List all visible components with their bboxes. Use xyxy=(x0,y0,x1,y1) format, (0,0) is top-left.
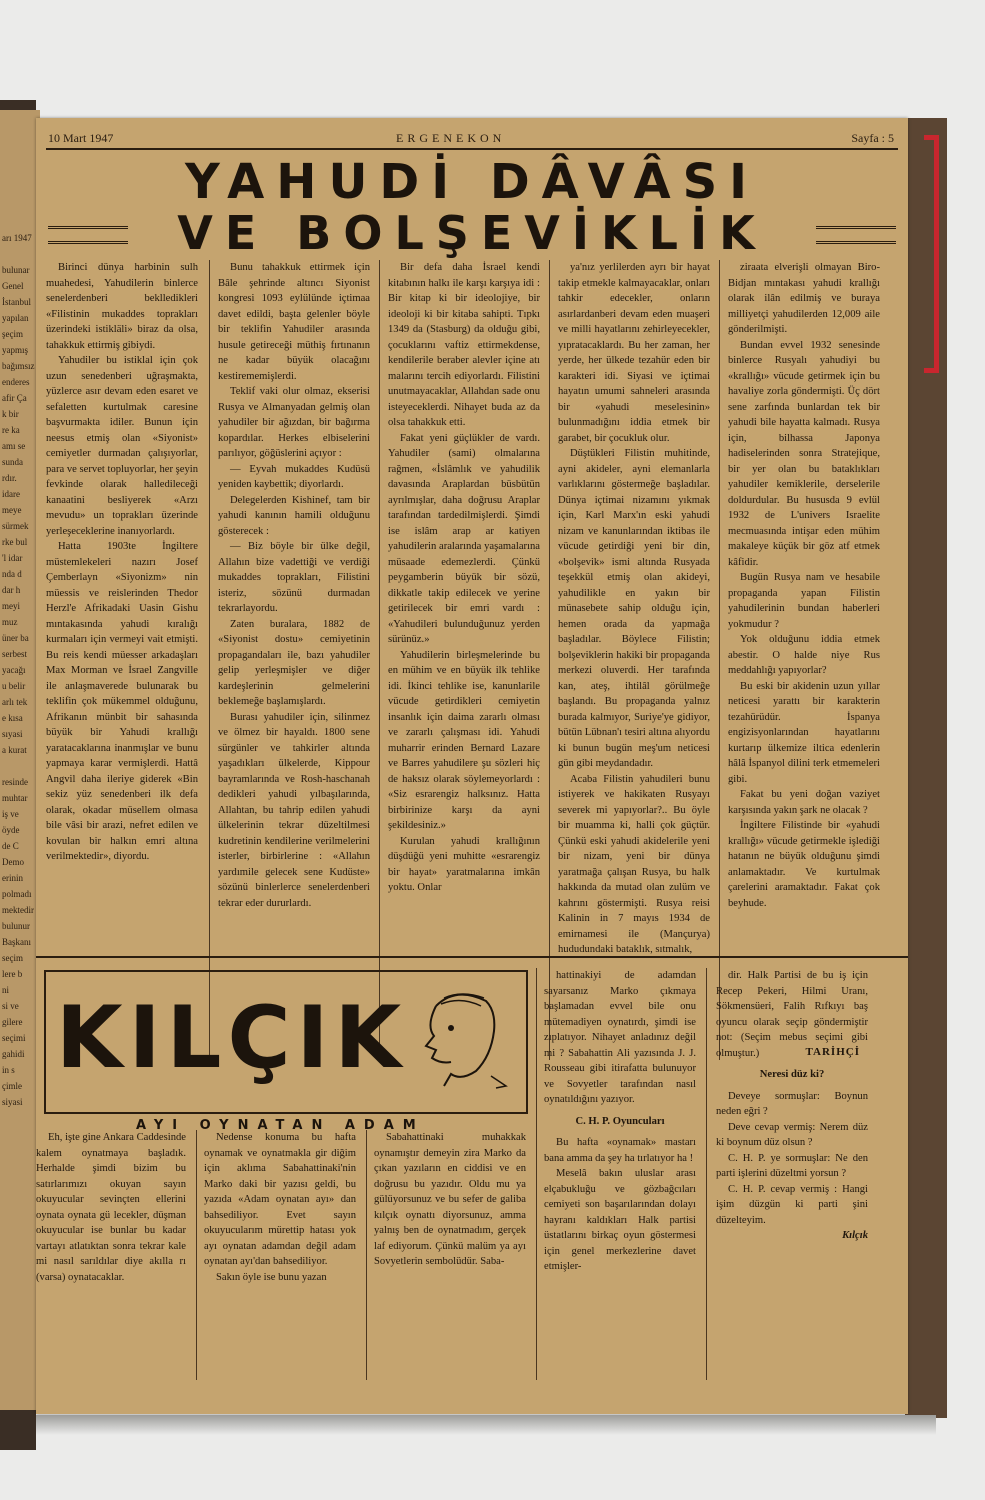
paragraph: — Biz böyle bir ülke değil, Allahın bize vadettiği ve verdiği mukaddes toprakları, Filistini isteriz, sözünü durmadan tekrarlayordu. xyxy=(218,541,370,614)
article-column-1 xyxy=(46,260,198,1060)
kilcik-column-1 xyxy=(36,1130,186,1380)
column-rule xyxy=(379,260,380,1060)
kilcik-column-5 xyxy=(716,968,868,1380)
paragraph: Birinci dünya harbinin sulh muahedesi, Yahudilerin binlerce senelerdenberi beklledikleri «Filistinin mukaddes toprakları üzerindeki istikläli» biraz da olsa, tahakkuk ettirmiş gibiydi. xyxy=(46,262,198,351)
headline-ornament-right xyxy=(816,226,896,244)
newspaper-name: ERGENEKON xyxy=(396,131,506,145)
previous-page-text: arı 1947 bulunar Genel İstanbul yapılan şeçim yapmış bağımsız enderes afir Ça k bir re ka amı se sunda rdır. idare meye sürmek rke bul 'l idar nda d dar h meyi muz üner ba serbest yacağı u belir arlı tek e kısa sıyasi a kurat resinde muhtar iş ve öyde de C Demo erinin polmadı mektedir bulunur Başkanı seçim lere b ni si ve gilere seçimi gahidi in s çimle siyasi xyxy=(2,233,35,1107)
column-rule xyxy=(366,1130,367,1380)
paragraph: Kurulan yahudi krallığının düşdüğü yeni muhitte «esrarengiz bir hayat» yaratmalarına imkân yoktu. Onlar xyxy=(388,835,540,893)
issue-date: 10 Mart 1947 xyxy=(48,131,114,145)
paragraph: Acaba Filistin yahudileri bunu istiyerek ve hakikaten Rusyayı severek mi yapıyorlar?.. Bu öyle bir muamma ki, halli çok güçtür. Çünkü eski yahudi akidelerile yeni bir nizam, yeni bir dünya yaratmağa çalışan Rusya, bu halk hakkında da mutad olan zulüm ve kahrını göstermişti. Rusya reisi Kalinin in 7 mayıs 1934 de emirnamesi ile (Mançurya) hududundaki bataklık, sıtmalık, xyxy=(558,773,710,955)
headline-line1: YAHUDİ DÂVÂSI xyxy=(184,154,760,210)
paragraph: Teklif vaki olur olmaz, ekserisi Rusya ve Almanyadan gelmiş olan yahudiler bir ağızdan, bir bağırma kopardılar. Herkes elbiselerini parılıyor, göğüslerini açıyor : xyxy=(218,386,370,459)
section-divider xyxy=(36,956,908,958)
paragraph: Hatta 1903te İngiltere müstemlekeleri nazırı Josef Çemberlayn «Siyonizm» nin müessis ve reislerinden Thedor Herzl'e Afrikadaki Uasin Gishu mıntakasında yahudi kıralığı kurmaları için vermeyi vait etmişti. Bu reis kendi müesser arkadaşları Max Morman ve İsrael Zangville ile anlaşmaverede bulunarak bu teklifin çok mükemmel olduğunu, Afrikanın münbit bir sahasında büyük bir Yahudi krallığı yaratacaklarına inanmışlar ve bunu yapmaya karar vermişlerdi. Hattâ Angvil daha ileriye giderek «Bin sekiz yüz senedenberi ilk defa olarak, okadar müsellem olmasa bile vâsi bir arazi, nefret edilen ve kovulan bir halkın emri altına verilmektedir», diyordu. xyxy=(46,541,198,862)
kilcik-column-4 xyxy=(544,968,696,1380)
column-rule xyxy=(209,260,210,1060)
page-number: Sayfa : 5 xyxy=(851,131,894,145)
paragraph: ya'nız yerlilerden ayrı bir hayat takip etmekle kalmayacaklar, onları tahkir edecekler, onların asırlardanberi devam eden muaşeri ve milli hayatlarını zehirleyecekler, yıpratacaklardı. Bu her zaman, her yerde, her ülkede tezahür eden bir karakteri idi. Siyasi ve içtimai hayatın umumi sahneleri arasında bir «yahudi meselesinin» bulunmadığını iddia etmek bir garabet, bir çocukluk olur. xyxy=(558,262,710,444)
column-rule xyxy=(719,260,720,1060)
article-signature: TARİHÇİ xyxy=(805,1045,860,1058)
paragraph: ziraata elverişli olmayan Biro-Bidjan mıntakası yahudi krallığı olarak ilân edilmiş ve buraya milliyetçi yahudilerden 12,009 aile gönderilmişti. xyxy=(728,262,880,335)
paragraph: Yahudilerin birleşmelerinde bu en mühim ve en büyük ilk tehlike idi. İkinci tehlike ise, kanunlarile vücude getirdikleri cemiyetin insanlık için daima zararlı olması ve zararlı çalışması idi. Yahudi muharrir erinden Bernard Lazare ve Barres yahudilere şu sözleri hiç de haksız olarak söylemeyorlardı : «Siz esrarengiz halksınız. Hatta birbirinize karşı da ayni şekildesiniz.» xyxy=(388,649,540,831)
paragraph: Yahudiler bu istiklal için çok uzun senedenberi uğraşmakta, yüzlerce asır devam eden esaret ve sefaletten kurtulmak caresine başvurmakta idiler. Bunun için neesus etmiş olan «Siyonist» cemiyetler durmadan çalışıyorlar, para ve servet topluyorlar, her şeyin fevkinde olarak halledileceği kanaatini besliyerek «Arzı mevudu» un toprakları üzerinde yerleşeceklerine inanıyorlardı. xyxy=(46,355,198,537)
section-heading: Neresi düz ki? xyxy=(759,1069,825,1080)
paragraph: Bundan evvel 1932 senesinde binlerce Rusyalı yahudiyi bu «krallığı» vücude getirmek için bu havaliye zorla göndermişti. Üç dört sene zarfında bunlardan tek bir yahudi bile hayatta kalmadı. Rusya için, bilhassa Japonya hadiselerinden sonra Stratejique, bir yer olan bu bataklıkları yahudiler kemiklerile, derselerile doldurdular. Bu hususda 9 evlül 1932 de L'univers Israelite mecmuasında intişar eden mühim makaleye küçük bir göz atf etmek kâfidir. xyxy=(728,339,880,568)
paragraph: hattinakiyi de adamdan sayarsanız Marko çıkmaya başlamadan evvel bile onu mütemadiyen oynatırdı, şimdi ise zıplatıyor. Nihayet anladınız değil mi ? Sabahattin Ali yazısında J. J. Rousseau gibi itirafatta bulunuyor ve Sovyetler tarafından nasıl oynatıldığını yazıyor. xyxy=(544,970,696,1105)
column-rule xyxy=(706,968,707,1380)
paragraph: Fakat bu yeni doğan vaziyet karşısında yakın şark ne olacak ? xyxy=(728,789,880,816)
paragraph: Sabahattinaki muhakkak oynamıştır demeyin zira Marko da çıkan yazıların en ciddisi ve en doğrusu bu yazıdır. Oldu mu ya gülüyorsunuz ve bu sefer de galiba kılçık oynattı diyorsunuz, amma yalnış ben de oynatmadım, gerçek laf ediyorum. Çünkü malüm ya ayı Sovyetlerin sembolüdür. Saba- xyxy=(374,1132,526,1267)
previous-page-edge xyxy=(0,110,40,1410)
paragraph: Deve cevap vermiş: Nerem düz ki boynum düz olsun ? xyxy=(716,1121,868,1148)
paragraph: — Eyvah mukaddes Kudüsü yeniden kaybettik; diyorlardı. xyxy=(218,463,370,490)
caricature-sketch xyxy=(396,976,526,1106)
kilcik-masthead xyxy=(44,970,528,1114)
paragraph: Eh, işte gine Ankara Caddesinde kalem oynatmaya başladık. Herhalde şimdi bizim bu satırlarımızı okuyan sayın okuyucular sevinçten ellerini oynata oynata gü lecekler, düşman okuyucular ise bunlar bu kadar vartayı atlatıktan sonra tekrar kale mi nasıl sarıldılar diye akılla rı (varsa) oynatacaklar. xyxy=(36,1132,186,1283)
paragraph: Fakat yeni güçlükler de vardı. Yahudiler (sami) olmalarına rağmen, «İslâmlık ve yahudilik davasında Araplardan büsbütün ayrılmışlar, daha doğrusu Araplar tarafından tardedilmişlerdi. Şimdi ise islâm arap ar katiyen yahudilerin aralarında yaşamalarına müsaade edemezlerdi. Çünkü peygamberin büyük bir sözü, dikkatle takip edilecek ve yerine getirilecek bir emri vardı : «Yahudileri bulunduğunuz yerden sürünüz.» xyxy=(388,432,540,645)
paragraph: Sakın öyle ise bunu yazan xyxy=(216,1271,327,1283)
paragraph: Bunu tahakkuk ettirmek için Bâle şehrinde altıncı Siyonist kongresi 1093 eylülünde içtimaa davet edildi, başta gelenler böyle bir teklifin Yahudiler arasında husule getireceği müthiş fırtınanın ne kadar büyük olacağını kestirememişlerdi. xyxy=(218,262,370,382)
paragraph: Zaten buralara, 1882 de «Siyonist dostu» cemiyetinin propagandaları ile, bazı yahudiler gelip yerleşmişler ve diğer kardeşlerinin gelmelerini beklemeğe başlamışlardı. xyxy=(218,618,370,707)
kilcik-title: KILÇIK xyxy=(56,988,408,1088)
paragraph: C. H. P. ye sormuşlar: Ne den parti işlerini düzeltmi yorsun ? xyxy=(716,1152,868,1179)
paragraph: İngiltere Filistinde bir «yahudi krallığı» vücude getirmekle işlediği hatanın ne büyük olduğunu şimdi anlamaktadır. Ve kurtulmak çarelerini aramaktadır. Fakat çok beyhude. xyxy=(728,820,880,909)
kilcik-column-2 xyxy=(204,1130,356,1380)
paragraph: dir. Halk Partisi de bu iş için Recep Pekeri, Hilmi Uranı, Sökmensüeri, Falih Rıfkıyı baş oyuncu olarak seçip göndermiştir not: (Seçim mebus seçimi gibi olmuştur.) xyxy=(716,970,868,1059)
paragraph: Burası yahudiler için, silinmez ve ölmez bir hayaldı. 1800 sene sürgünler ve tahkirler altında yaşadıkları ülkelerde, Kippour bayramlarında ve Rosh-haschanah dedikleri yahudi yılbaşılarında, Allahtan, bu tahrip edilen yahudi ülkelerinin tekrar düzeltilmesi kudretinin kendilerine verilmelerini isterler, birbirlerine : «Allahın yardımile gelecek sene Kudüste» sözünü binlerlerce senelerdenberi tekrar eder dururlardı. xyxy=(218,711,370,909)
article-column-3 xyxy=(388,260,540,1060)
column-rule xyxy=(196,1130,197,1380)
paragraph: Deveye sormuşlar: Boynun neden eğri ? xyxy=(716,1090,868,1117)
article-column-2 xyxy=(218,260,370,1060)
paragraph: Düştükleri Filistin muhitinde, ayni akideler, ayni elemanlarla varlıklarını göstermeğe başladılar. Dünya içtimai nizamını yıkmak için, Karl Marx'ın eski yahudi nizam ve kanunlarından iktibas ile vücude getirdiği yeni bir din, «bolşevik» ismi altında Rusyada teşekkül etmiş olan akideyi, yahudilikle en yakın bir münasebete sahip olduğu için, hemen orada da yapmağa başladılar. Böylece Filistin; bolşeviklerin hakiki bir propaganda merkezi oluverdi. Her tarafında kan, ateş, ihtilâl görülmeğe başlandı. Bu propaganda yalnız burada kalmıyor, Suriye'ye gidiyor, bütün Lübnan'ı tesiri altına alıyordu ki bunun bugün meş'um neticesi gün gibi meydandadır. xyxy=(558,448,710,769)
paragraph: Nedense konuma bu hafta oynamak ve oynatmakla gir diğim için aklıma Sabahattinaki'nin Marko daki bir yazısı geldi, bu yazıda «Adam oynatan ayı» dan bahsediliyor. Evet sayın okuyucularım mürettip hatası yok ayı oynatan adamdan değil adam oynatan ayı'dan bahsediliyor. xyxy=(204,1132,356,1267)
paragraph: Meselâ bakın uluslar arası elçabukluğu ve gözbağcıları cemiyeti son başarılarından dolayı hayranı kaldıkları Halk partisi üstatlarını birkaç oyun göstermesi için genel merkezlerine davet etmişler- xyxy=(544,1168,696,1272)
column-rule xyxy=(536,968,537,1380)
headline-ornament-left xyxy=(48,226,128,244)
red-bookmark-bracket xyxy=(924,135,939,373)
headline-line2: VE BOLŞEVİKLİK xyxy=(177,206,767,260)
paragraph: Bu eski bir akidenin uzun yıllar neticesi yarattı bir karakterin tezahürüdür. İspanya engizisyonlarından hayatlarını kurtarıp ülkemize iltica edenlerin hâlâ İspanyol dilini terk etmemeleri gibi. xyxy=(728,680,880,785)
article-column-5 xyxy=(728,260,880,1060)
paragraph: Yok olduğunu iddia etmek abestir. O halde niye Rus meddahlığı yapıyorlar? xyxy=(728,634,880,676)
column-rule xyxy=(549,260,550,1060)
header-rule xyxy=(46,148,898,150)
paragraph: Bir defa daha İsrael kendi kitabının halkı ile karşı karşıya idi : Bir kitap ki bir ideolojiye, bir ideoloji ki bir kitaba sahipti. Tıpkı 1349 da (Stasburg) da olduğu gibi, çocuklarını vaftiz ettirmekdense, kendilerile beraber alevler içine atı malarını tercih ediyorlardı. Filistini unutmayacaklar, Allahdan sade onu isteyeceklerdi. Nihayet buda az da olsa tahakkuk etti. xyxy=(388,262,540,428)
paragraph: Bu hafta «oynamak» mastarı bana amma da şey ha tırlatıyor ha ! xyxy=(544,1137,696,1164)
paragraph: Delegelerden Kishinef, tam bir yahudi kanının hamili olduğunu gösterecek : xyxy=(218,494,370,537)
kilcik-signature: Kılçık xyxy=(842,1230,868,1241)
page-shadow xyxy=(36,1415,936,1435)
section-heading: C. H. P. Oyuncuları xyxy=(575,1115,665,1127)
article-columns xyxy=(46,260,898,1060)
article-column-4 xyxy=(558,260,710,1060)
paragraph: Bugün Rusya nam ve hesabile propaganda yapan Filistin yahudilerinin bundan haberleri yokmudur ? xyxy=(728,572,880,630)
paragraph: C. H. P. cevap vermiş : Hangi işim düzgün ki parti şini düzelteyim. xyxy=(716,1183,868,1226)
kilcik-column-3 xyxy=(374,1130,526,1380)
kilcik-subheading: AYI OYNATAN ADAM xyxy=(136,1118,425,1133)
newspaper-page xyxy=(36,118,908,1414)
